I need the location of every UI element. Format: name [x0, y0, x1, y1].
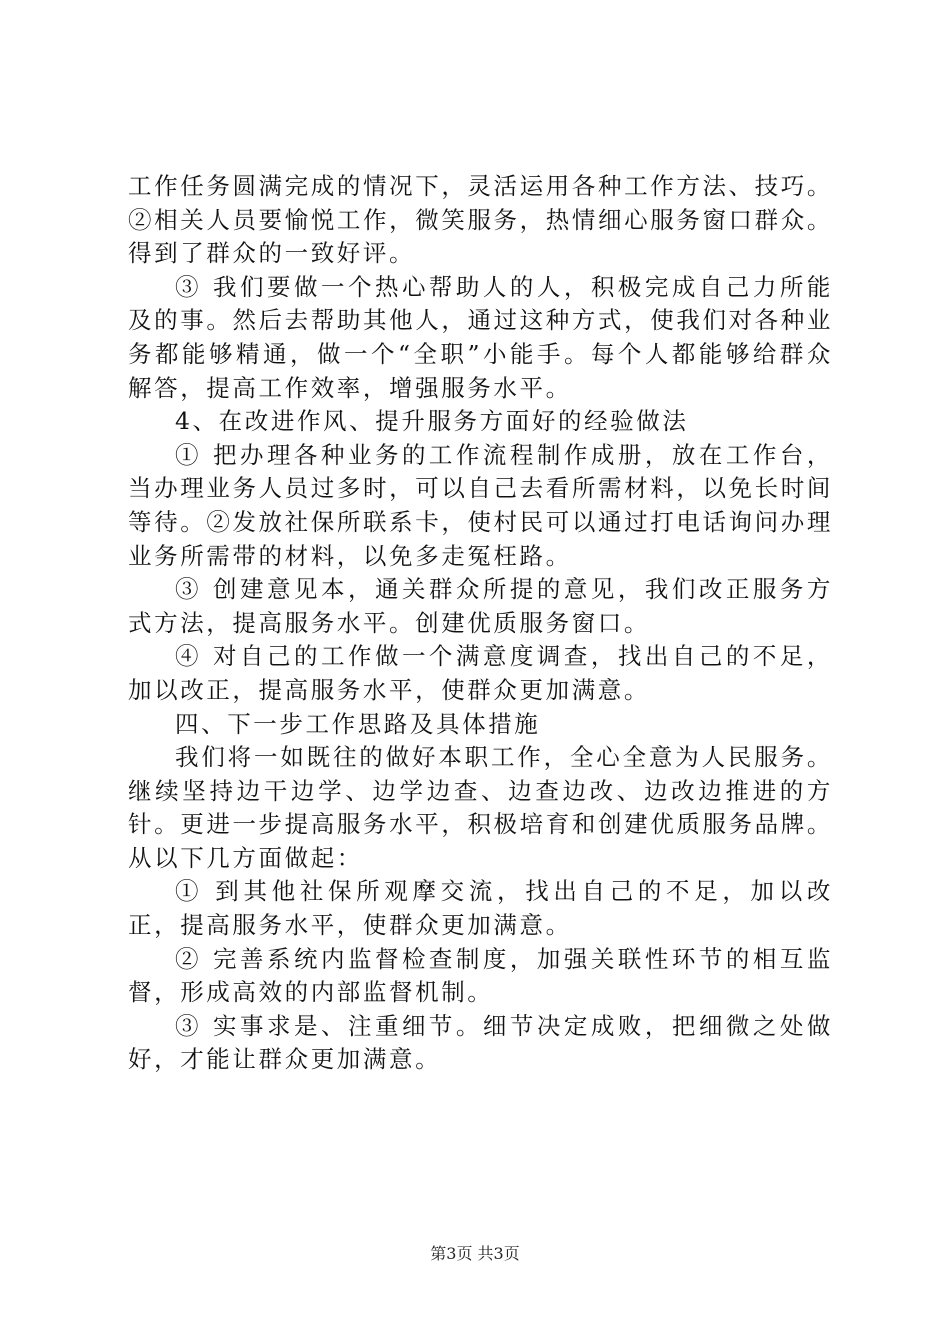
section-heading-next-steps: 四、下一步工作思路及具体措施	[175, 709, 541, 738]
paragraph-item-4-survey: ④ 对自己的工作做一个满意度调查，找出自己的不足，加以改正，提高服务水平，使群众更加满意。	[128, 642, 833, 704]
paragraph-step-3: ③ 实事求是、注重细节。细节决定成败，把细微之处做好，才能让群众更加满意。	[128, 1011, 833, 1074]
paragraph-step-1: ① 到其他社保所观摩交流，找出自己的不足，加以改正，提高服务水平，使群众更加满意。	[128, 877, 833, 940]
paragraph-item-1-2: ① 把办理各种业务的工作流程制作成册，放在工作台，当办理业务人员过多时，可以自己去看所需材料，以免长时间等待。②发放社保所联系卡，使村民可以通过打电话询问办理业务所需带的材料，以免多走冤枉路。	[128, 440, 833, 570]
page-number-label: 第3页 共3页	[430, 1244, 520, 1263]
paragraph-continuation: 工作任务圆满完成的情况下，灵活运用各种工作方法、技巧。②相关人员要愉悦工作，微笑服务，热情细心服务窗口群众。得到了群众的一致好评。	[128, 172, 833, 268]
section-heading-4: 4、在改进作风、提升服务方面好的经验做法	[175, 407, 689, 436]
document-body	[128, 170, 833, 1077]
paragraph-item-3-feedback: ③ 创建意见本，通关群众所提的意见，我们改正服务方式方法，提高服务水平。创建优质服务窗口。	[128, 575, 833, 637]
paragraph-item-3: ③ 我们要做一个热心帮助人的人，积极完成自己力所能及的事。然后去帮助其他人，通过这种方式，使我们对各种业务都能够精通，做一个“全职”小能手。每个人都能够给群众解答，提高工作效率，增强服务水平。	[128, 272, 833, 402]
paragraph-next-steps-intro: 我们将一如既往的做好本职工作，全心全意为人民服务。继续坚持边干边学、边学边查、边查边改、边改边推进的方针。更进一步提高服务水平，积极培育和创建优质服务品牌。从以下几方面做起：	[128, 743, 833, 872]
page-footer	[0, 1244, 950, 1264]
paragraph-step-2: ② 完善系统内监督检查制度，加强关联性环节的相互监督，形成高效的内部监督机制。	[128, 944, 833, 1007]
